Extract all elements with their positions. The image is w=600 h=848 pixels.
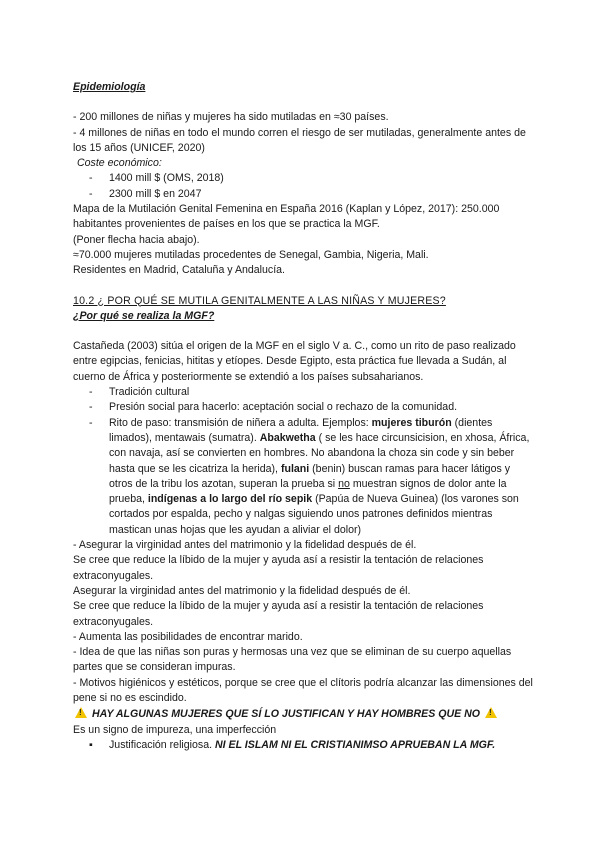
bullet-text: muestran signos de dolor ante la prueba, [109,477,507,506]
reason-line: Asegurar la virginidad antes del matrimonio y la fidelidad después de él. [73,584,411,597]
bullet-text: (Papúa de Nueva Guinea) (los varones son cortados por espalda, pecho y nalgas siguiendo unos patrones definidos mientras mastican unas hojas que les ayudan a aliviar el dolor) [109,493,519,536]
intro-paragraph: Castañeda (2003) sitúa el origen de la MGF en el siglo V a. C., como un rito de paso realizado entre egipcias, fenicias, hititas y etíopes. Desde Egipto, esta práctica fue llevada a Sudán, al cuerno de África y posteriormente se extendió a los países subsaharianos. [73,340,516,383]
underlined-term: no [338,477,350,490]
section-title: 10.2 ¿ POR QUÉ SE MUTILA GENITALMENTE A LAS NIÑAS Y MUJERES? [73,294,446,307]
bold-term: indígenas a lo largo del río sepik [147,493,313,506]
religion-label: Justificación religiosa. [109,738,215,751]
reason-line: Se cree que reduce la líbido de la mujer y ayuda así a resistir la tentación de relaciones extraconyugales. [73,554,484,582]
bullet-text: Rito de paso: transmisión de niñera a adulta. Ejemplos: [109,416,372,429]
reason-line: Se cree que reduce la líbido de la mujer y ayuda así a resistir la tentación de relaciones extraconyugales. [73,600,484,628]
cost-item: 2300 mill $ en 2047 [109,187,202,200]
bullet-text: ( se les hace circunsicision, en xhosa, África, con navaja, así se convierten en hombres. No abandona la choza sin code y sin beber hasta que se les cicatriza la herida), [109,431,530,475]
bullet-text: Tradición cultural [109,386,190,399]
reason-line: - Aumenta las posibilidades de encontrar marido. [73,630,303,643]
warning-text: HAY ALGUNAS MUJERES QUE SÍ LO JUSTIFICAN Y HAY HOMBRES QUE NO [91,708,481,721]
reason-line: - Idea de que las niñas son puras y hermosas una vez que se eliminan de su cuerpo aquellas partes que se consideran impuras. [73,646,512,674]
women-text: ≈70.000 mujeres mutiladas procedentes de Senegal, Gambia, Nigeria, Mali. [73,248,429,261]
bullet-text: Presión social para hacerlo: aceptación social o rechazo de la comunidad. [109,401,458,414]
cost-label: Coste económico: [77,157,162,170]
list-item: - 2300 mill $ en 2047 [89,187,202,200]
bullet-text: (benin) buscan ramas para hacer látigos y otros de la tribu los azotan, superan la prueba si [109,462,510,490]
warning-line [73,706,533,722]
bold-term: fulani [280,462,310,475]
map-text: Mapa de la Mutilación Genital Femenina en España 2016 (Kaplan y López, 2017): 250.000 habitantes provenientes de países en los que se practica la MGF. [73,203,500,231]
list-item: - 1400 mill $ (OMS, 2018) [89,172,224,185]
warning-icon [75,707,87,718]
warning-icon [485,707,497,718]
section-question: ¿Por qué se realiza la MGF? [73,309,215,322]
stat-line: - 200 millones de niñas y mujeres ha sido mutiladas en ≈30 países. [73,111,389,124]
impurity-line: Es un signo de impureza, una imperfección [73,723,277,736]
section-heading-epidemiologia: Epidemiología [73,81,146,93]
stat-line: - 4 millones de niñas en todo el mundo corren el riesgo de ser mutiladas, generalmente antes de los 15 años (UNICEF, 2020) [73,126,526,154]
bold-term: mujeres tiburón [371,416,452,429]
religion-statement: NI EL ISLAM NI EL CRISTIANIMSO APRUEBAN LA MGF. [214,738,496,751]
list-item: - Tradición cultural [89,386,190,399]
document-page [73,80,533,753]
list-item: - Rito de paso: transmisión de niñera a adulta. Ejemplos: mujeres tiburón (dientes limados), mentawais (sumatra). Abakwetha ( se les hace circunsicision, en xhosa, África, con navaja, así se convierten en hombres. No abandona la choza sin code y sin beber hasta que se les cicatriza la herida), fulani (benin) buscan ramas para hacer látigos y otros de la tribu los azotan, superan la prueba si no muestran signos de dolor ante la prueba, indígenas a lo largo del río sepik (Papúa de Nueva Guinea) (los varones son cortados por espalda, pecho y nalgas siguiendo unos patrones definidos mientras mastican unas hojas que les ayudan a aliviar el dolor) [89,416,530,536]
bold-term: Abakwetha [259,431,316,444]
residents-text: Residentes en Madrid, Cataluña y Andalucía. [73,264,286,277]
bullet-text: (dientes limados), mentawais (sumatra). [109,416,493,444]
arrow-note: (Poner flecha hacia abajo). [73,233,200,246]
list-item: - Presión social para hacerlo: aceptación social o rechazo de la comunidad. [89,401,458,414]
reason-line: - Motivos higiénicos y estéticos, porque se cree que el clítoris podría alcanzar las dimensiones del pene si no es escindido. [73,676,533,704]
cost-item: 1400 mill $ (OMS, 2018) [109,172,224,185]
list-item: ▪ Justificación religiosa. NI EL ISLAM NI EL CRISTIANIMSO APRUEBAN LA MGF. [89,738,496,751]
reason-line: - Asegurar la virginidad antes del matrimonio y la fidelidad después de él. [73,539,417,552]
